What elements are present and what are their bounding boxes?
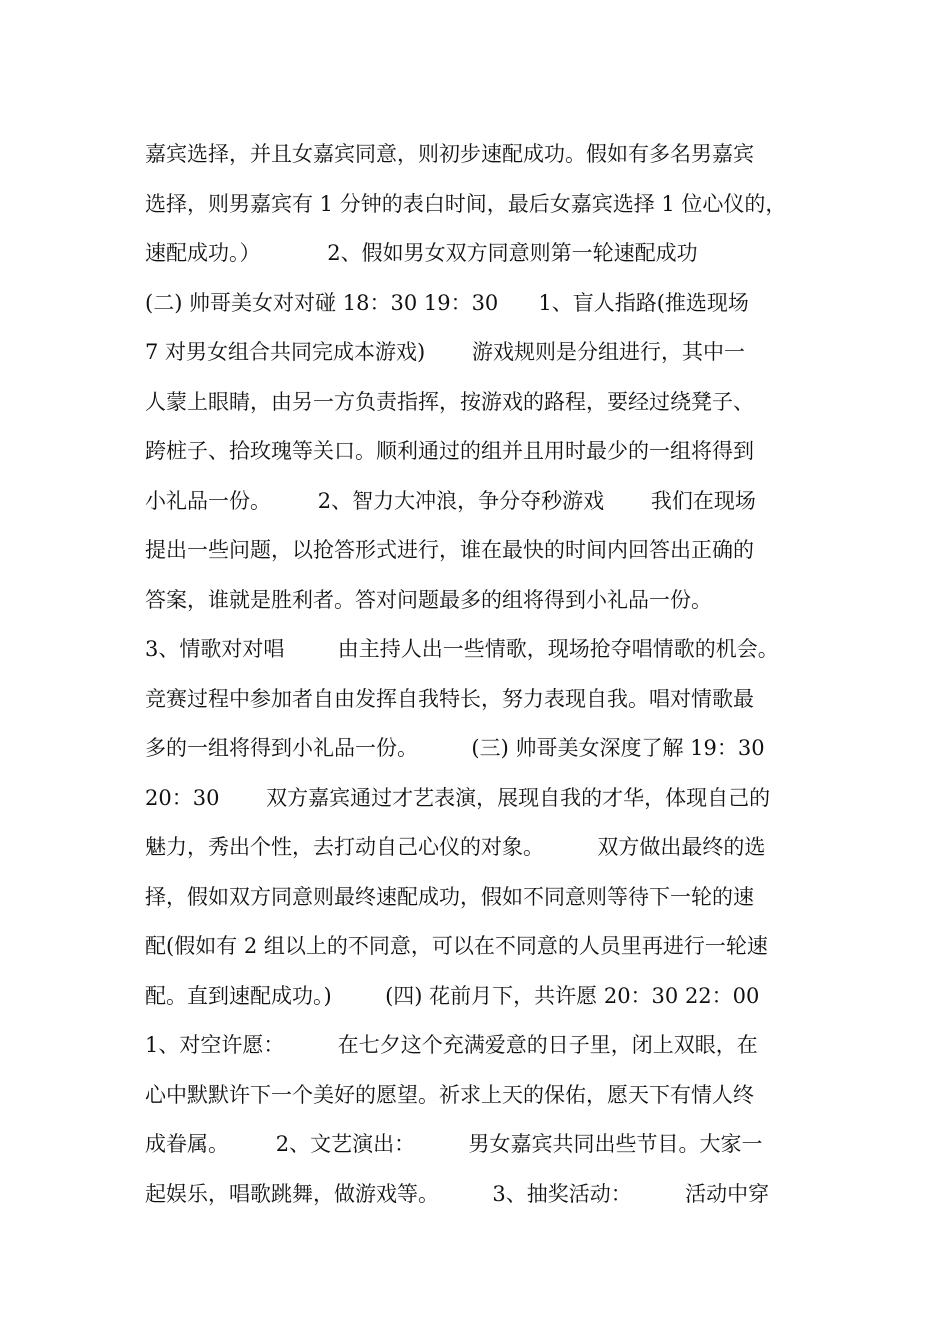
text-line: 7 对男女组合共同完成本游戏) 游戏规则是分组进行，其中一	[145, 340, 745, 364]
text-line: 跨桩子、拾玫瑰等关口。顺利通过的组并且用时最少的一组将得到	[145, 439, 754, 463]
text-line: 魅力，秀出个性，去打动自己心仪的对象。 双方做出最终的选	[145, 835, 766, 859]
text-line: 小礼品一份。 2、智力大冲浪，争分夺秒游戏 我们在现场	[145, 488, 756, 513]
text-line: 速配成功。） 2、假如男女双方同意则第一轮速配成功	[145, 241, 698, 265]
text-line: 20：30 双方嘉宾通过才艺表演，展现自我的才华，体现自己的	[145, 785, 771, 810]
text-line: 成眷属。 2、文艺演出： 男女嘉宾共同出些节目。大家一	[145, 1132, 763, 1156]
text-line: (二) 帅哥美女对对碰 18：30 19：30 1、盲人指路(推选现场	[145, 290, 749, 315]
text-line: 答案，谁就是胜利者。答对问题最多的组将得到小礼品一份。	[145, 587, 712, 612]
body-text	[145, 130, 825, 1219]
text-line: 竞赛过程中参加者自由发挥自我特长，努力表现自我。唱对情歌最	[145, 686, 754, 711]
text-line: 选择，则男嘉宾有 1 分钟的表白时间，最后女嘉宾选择 1 位心仪的，	[145, 191, 787, 216]
text-line: 配(假如有 2 组以上的不同意，可以在不同意的人员里再进行一轮速	[145, 934, 768, 958]
text-line: 心中默默许下一个美好的愿望。祈求上天的保佑，愿天下有情人终	[145, 1082, 754, 1107]
text-line: 提出一些问题，以抢答形式进行，谁在最快的时间内回答出正确的	[145, 538, 754, 562]
text-line: 择，假如双方同意则最终速配成功，假如不同意则等待下一轮的速	[145, 884, 754, 909]
text-line: 起娱乐，唱歌跳舞，做游戏等。 3、抽奖活动： 活动中穿	[145, 1181, 770, 1206]
text-line: 多的一组将得到小礼品一份。 (三) 帅哥美女深度了解 19：30	[145, 736, 765, 760]
text-line: 3、情歌对对唱 由主持人出一些情歌，现场抢夺唱情歌的机会。	[145, 637, 779, 661]
text-line: 1、对空许愿： 在七夕这个充满爱意的日子里，闭上双眼，在	[145, 1033, 758, 1057]
text-line: 配。直到速配成功。) (四) 花前月下，共许愿 20：30 22：00	[145, 983, 760, 1008]
text-line: 人蒙上眼睛，由另一方负责指挥，按游戏的路程，要经过绕凳子、	[145, 389, 754, 414]
text-line: 嘉宾选择，并且女嘉宾同意，则初步速配成功。假如有多名男嘉宾	[145, 142, 754, 166]
